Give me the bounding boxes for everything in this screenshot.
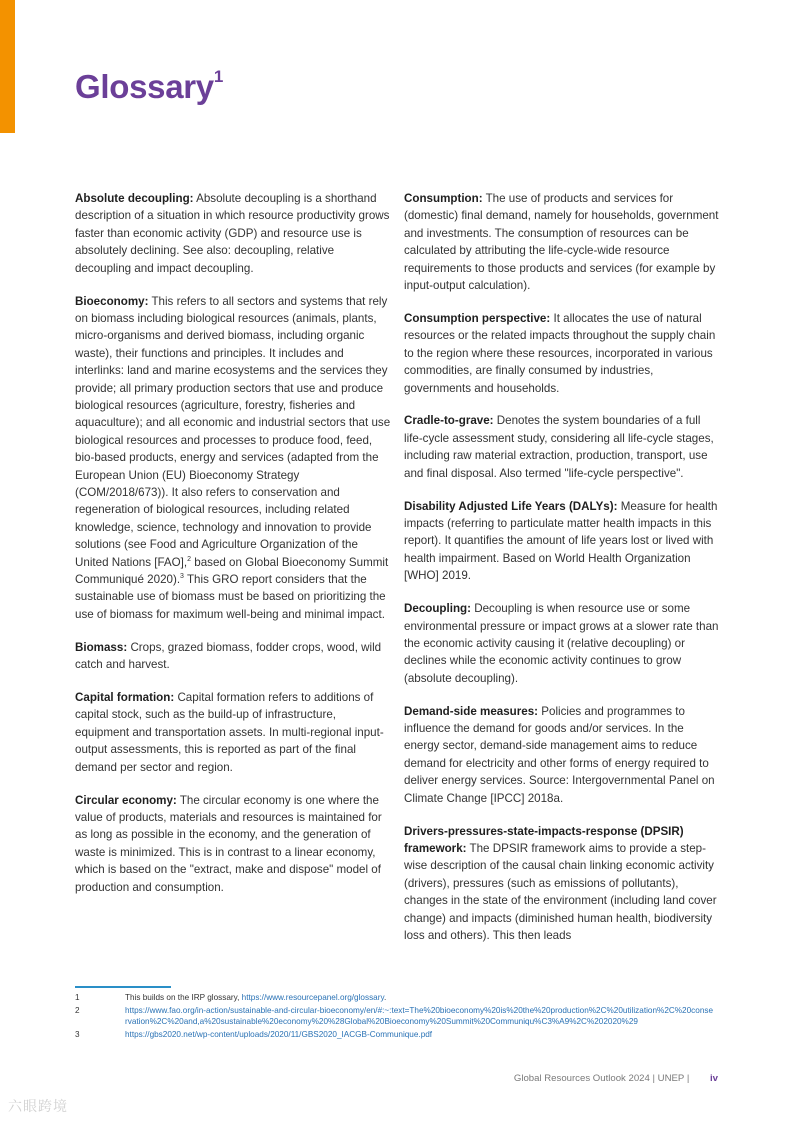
glossary-definition: Crops, grazed biomass, fodder crops, wood, wild catch and harvest. xyxy=(75,640,382,672)
glossary-term: Bioeconomy: xyxy=(75,294,149,308)
glossary-definition: The DPSIR framework aims to provide a step-wise description of the causal chain linking economic activity (drivers), pressures (such as emissions of pollutants), changes in the state of the environment (including land cover change) and impacts (diminished human health, biodiversity loss and others). This then leads xyxy=(404,842,717,943)
glossary-entry-bioeconomy xyxy=(75,293,393,624)
glossary-term: Circular economy: xyxy=(75,793,177,807)
footnote-prefix: This builds on the IRP glossary, xyxy=(125,993,242,1002)
footnote-text xyxy=(125,992,715,1003)
glossary-term: Demand-side measures: xyxy=(404,704,539,718)
footnote-suffix: . xyxy=(383,993,387,1002)
page-title-text: Glossary xyxy=(75,68,214,105)
footnote-link[interactable]: https://www.fao.org/in-action/sustainable-and-circular-bioeconomy/en/#:~:text=The%20bioeconomy%20is%20the%20production%2C%20utilization%2C%20conservation%2C%20and,a%20sustainable%20economy%20%28Global%20Bioeconomy%20Summit%20Communiqu%C3%A9%2C%202020%29 xyxy=(125,1006,714,1026)
glossary-entry-dalys xyxy=(404,498,720,585)
glossary-entry-consumption xyxy=(404,190,720,294)
glossary-definition-cont: This GRO report considers that the sustainable use of biomass must be based on prioritizing the use of biomass for maximum well-being and minimal impact. xyxy=(75,573,386,621)
glossary-definition: This refers to all sectors and systems that rely on biomass including biological resources (animals, plants, micro-organisms and derived biomass, including organic waste), their functions and principles. It includes and interlinks: land and marine ecosystems and the services they provide; all primary production sectors that use and produce biological resources (agriculture, forestry, fisheries and aquaculture); and all economic and industrial sectors that use biological resources and processes to produce food, feed, bio-based products, energy and services (adapted from the European Union (EU) Bioeconomy Strategy (COM/2018/673)). It also refers to conservation and regeneration of biological resources, including related knowledge, science, technology and innovation to provide solutions (see Food and Agriculture Organization of the United Nations [FAO], xyxy=(75,294,391,569)
glossary-term: Capital formation: xyxy=(75,691,175,705)
footnote-ref[interactable]: 3 xyxy=(180,573,184,581)
page-title xyxy=(75,68,223,106)
glossary-entry-biomass xyxy=(75,639,393,674)
footnote-ref[interactable]: 2 xyxy=(187,555,192,563)
glossary-definition: Denotes the system boundaries of a full life-cycle assessment study, considering all life-cycle stages, including raw material extraction, production, transport, use and final disposal. Also termed "life-cycle perspective". xyxy=(404,414,714,480)
glossary-definition: Absolute decoupling is a shorthand description of a situation in which resource productivity grows faster than economic activity (GDP) and resource use is absolutely declining. See also: decoupling, relative decoupling and impact decoupling. xyxy=(75,192,390,275)
page-footer xyxy=(514,1073,718,1084)
glossary-definition: Capital formation refers to additions of capital stock, such as the build-up of infrastructure, equipment and transportation assets. In multi-regional input-output assessments, this is reported as part of the final demand per sector and region. xyxy=(75,691,384,774)
glossary-term: Consumption perspective: xyxy=(404,311,551,325)
glossary-definition-cont: based on Global Bioeconomy Summit Communiqué 2020). xyxy=(75,555,389,587)
footnote-number: 3 xyxy=(75,1030,80,1039)
footnote-link[interactable]: https://www.resourcepanel.org/glossary xyxy=(241,993,384,1002)
right-column xyxy=(404,190,720,960)
footnote-text xyxy=(125,1005,715,1027)
footnote-item xyxy=(75,992,715,1003)
glossary-entry-cradle-to-grave xyxy=(404,412,720,482)
glossary-entry-demand-side-measures xyxy=(404,703,720,807)
glossary-definition: Decoupling is when resource use or some environmental pressure or impact grows at a slower rate than the economic activity causing it (relative decoupling) or declines while the economic activity continues to grow (absolute decoupling). xyxy=(404,602,719,685)
glossary-term: Consumption: xyxy=(404,192,483,205)
glossary-entry-decoupling xyxy=(404,600,720,687)
glossary-definition: It allocates the use of natural resources or the related impacts throughout the supply chain to the region where these resources, incorporated in various commodities, are finally consumed by industries, governments and households. xyxy=(404,311,716,395)
accent-bar xyxy=(0,0,15,133)
footnote-divider xyxy=(75,986,171,988)
footnote-link[interactable]: https://gbs2020.net/wp-content/uploads/2020/11/GBS2020_IACGB-Communique.pdf xyxy=(125,1030,433,1039)
glossary-definition: Policies and programmes to influence the demand for goods and/or services. In the energy sector, demand-side management aims to reduce demand for electricity and other forms of energy required to deliver energy services. Source: Intergovernmental Panel on Climate Change [IPCC] 2018a. xyxy=(404,704,715,805)
footnotes xyxy=(75,992,715,1042)
glossary-term: Biomass: xyxy=(75,640,128,654)
glossary-entry-absolute-decoupling xyxy=(75,190,393,277)
glossary-entry-circular-economy xyxy=(75,792,393,896)
footer-publication: Global Resources Outlook 2024 | UNEP | xyxy=(513,1073,690,1084)
left-column xyxy=(75,190,393,912)
footnote-item xyxy=(75,1005,715,1027)
glossary-term: Absolute decoupling: xyxy=(75,192,194,205)
watermark-logo: 六眼跨境 xyxy=(8,1098,68,1114)
glossary-entry-consumption-perspective xyxy=(404,310,720,397)
footnote-number: 2 xyxy=(75,1006,80,1015)
glossary-term: Drivers-pressures-state-impacts-response (DPSIR) framework: xyxy=(404,824,684,855)
glossary-term: Disability Adjusted Life Years (DALYs): xyxy=(404,499,618,513)
glossary-entry-capital-formation xyxy=(75,689,393,776)
footnote-text xyxy=(125,1029,715,1040)
footnote-item xyxy=(75,1029,715,1040)
glossary-definition: Measure for health impacts (referring to particulate matter health impacts in this report). It quantifies the amount of life years lost or lived with health impairment. Based on World Health Organization [WHO] 2019. xyxy=(404,499,718,583)
glossary-definition: The circular economy is one where the value of products, materials and resources is maintained for as long as possible in the economy, and the generation of waste is minimized. This is in contrast to a linear economy, which is based on the "extract, make and dispose" model of production and consumption. xyxy=(75,793,382,894)
title-footnote-marker: 1 xyxy=(213,67,224,86)
glossary-term: Decoupling: xyxy=(404,602,471,616)
glossary-entry-dpsir xyxy=(404,823,720,945)
glossary-term: Cradle-to-grave: xyxy=(404,414,494,428)
footnote-number: 1 xyxy=(75,993,80,1002)
glossary-definition: The use of products and services for (domestic) final demand, namely for households, government and investments. The consumption of resources can be calculated by attributing the life-cycle-wide resource requirements to those products and services (for example by input-output calculation). xyxy=(404,192,719,293)
page-number: iv xyxy=(709,1073,718,1084)
